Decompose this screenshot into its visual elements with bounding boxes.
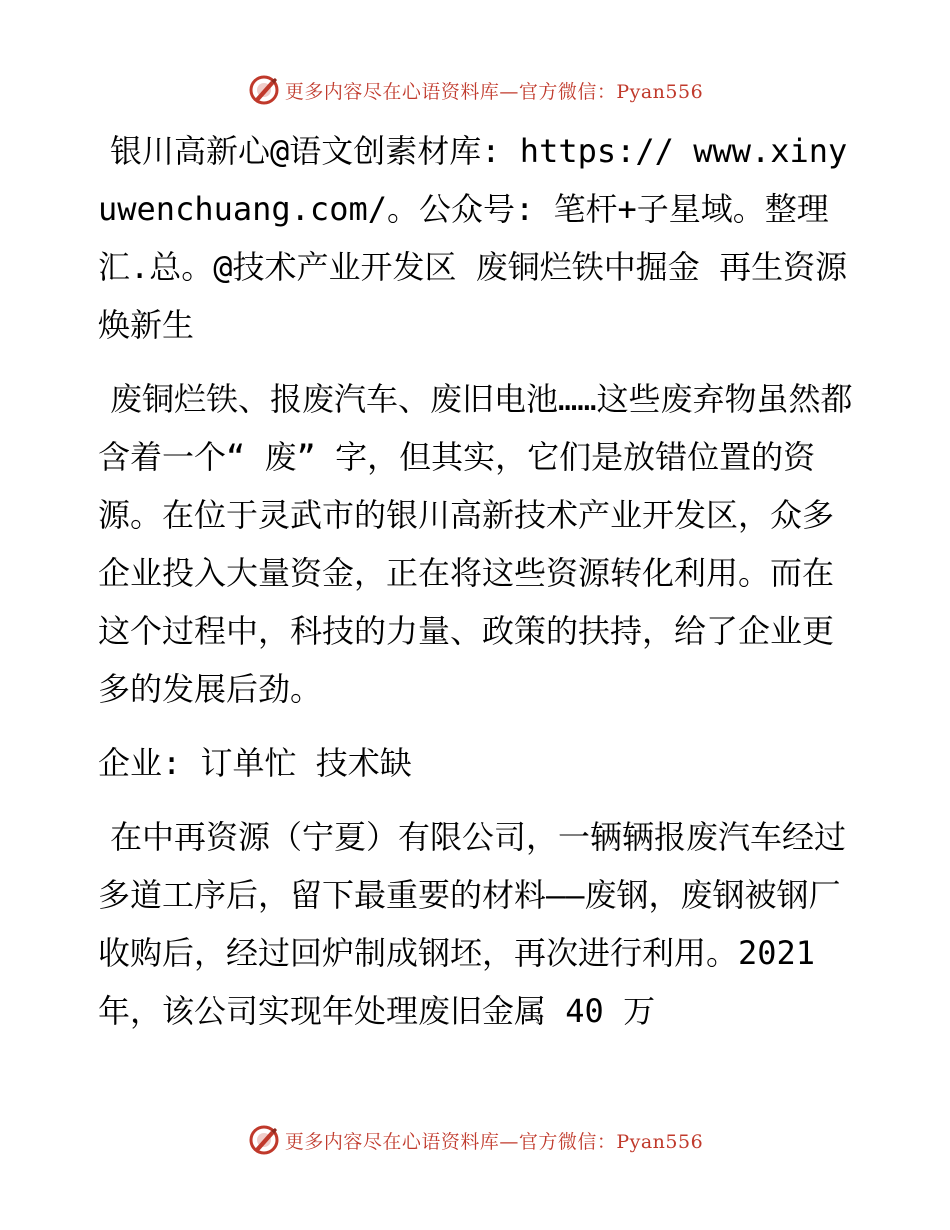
body-paragraph [98, 370, 858, 718]
body-text: 在中再资源（宁夏）有限公司，一辆辆报废汽车经过多道工序后，留下最重要的材料——废钢，废钢被钢厂收购后，经过回炉制成钢坯，再次进行利用。2021 年，该公司实现年处理废旧金属 40 万 [98, 818, 847, 1030]
watermark-text: 更多内容尽在心语资料库—官方微信：Pyan556 [284, 80, 704, 103]
footer-watermark [0, 1120, 950, 1160]
pen-logo-icon [247, 73, 281, 107]
intro-text: 银川高新心@语文创素材库: https:// www.xinyuwenchuang.com/。公众号: 笔杆+子星域。整理汇.总。@技术产业开发区 废铜烂铁中掘金 再生资源焕新生 [98, 132, 848, 344]
watermark-text: 更多内容尽在心语资料库—官方微信：Pyan556 [284, 1130, 704, 1153]
pen-logo-icon [247, 1123, 281, 1157]
body-text: 废铜烂铁、报废汽车、废旧电池……这些废弃物虽然都含着一个“ 废” 字，但其实，它们是放错位置的资源。在位于灵武市的银川高新技术产业开发区，众多企业投入大量资金，正在将这些资源转化利用。而在这个过程中，科技的力量、政策的扶持，给了企业更多的发展后劲。 [98, 380, 853, 708]
header-watermark [0, 70, 950, 110]
document-body [98, 122, 858, 1056]
section-heading [98, 734, 858, 792]
section-heading-text: 企业: 订单忙 技术缺 [98, 744, 412, 782]
intro-paragraph [98, 122, 858, 354]
body-paragraph [98, 808, 858, 1040]
